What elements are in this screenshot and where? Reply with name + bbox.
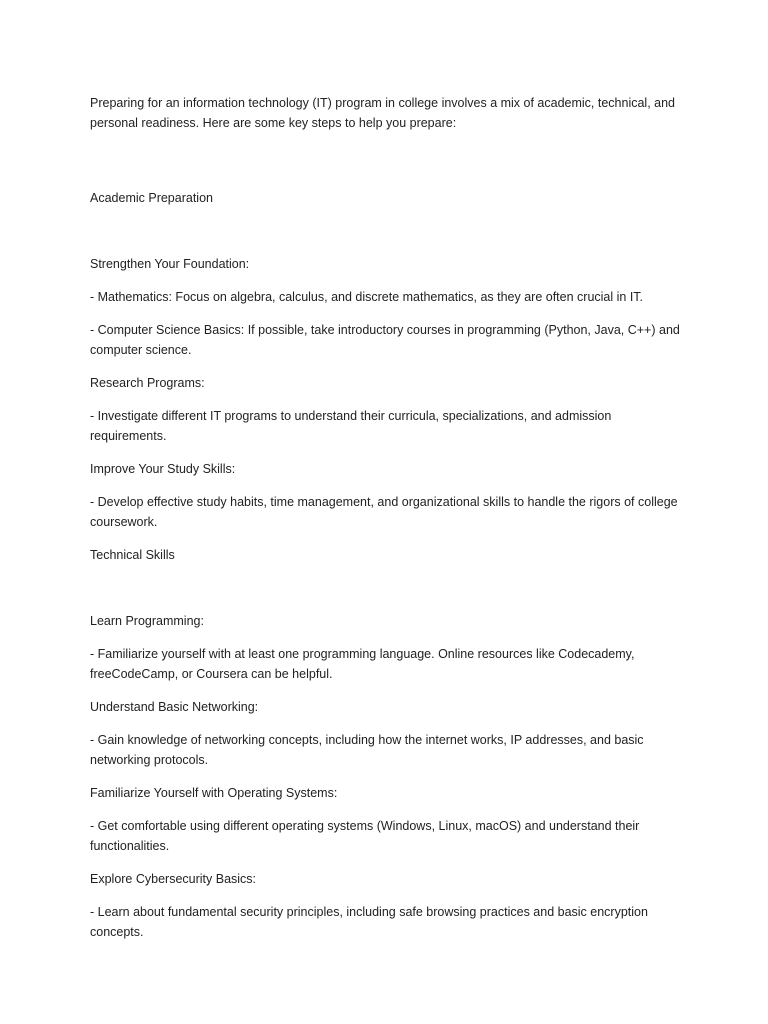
subheading-research-programs: Research Programs:: [90, 376, 205, 390]
subheading-improve-study-skills: Improve Your Study Skills:: [90, 462, 236, 476]
list-item-security-principles: - Learn about fundamental security principles, including safe browsing practices and basic encryption concepts.: [90, 905, 648, 939]
list-item-computer-science-basics: - Computer Science Basics: If possible, take introductory courses in programming (Python, Java, C++) and computer science.: [90, 323, 680, 357]
list-item-operating-systems: - Get comfortable using different operating systems (Windows, Linux, macOS) and understand their functionalities.: [90, 819, 640, 853]
list-item-study-habits: - Develop effective study habits, time management, and organizational skills to handle the rigors of college coursework.: [90, 495, 678, 529]
list-item-networking-concepts: - Gain knowledge of networking concepts, including how the internet works, IP addresses, and basic networking protocols.: [90, 733, 644, 767]
section-heading-technical-skills: Technical Skills: [90, 548, 175, 562]
document-body: [90, 93, 690, 955]
subheading-operating-systems: Familiarize Yourself with Operating Systems:: [90, 786, 338, 800]
subheading-cybersecurity-basics: Explore Cybersecurity Basics:: [90, 872, 257, 886]
list-item-programming-language: - Familiarize yourself with at least one programming language. Online resources like Codecademy, freeCodeCamp, or Coursera can be helpful.: [90, 647, 635, 681]
list-item-investigate-programs: - Investigate different IT programs to understand their curricula, specializations, and admission requirements.: [90, 409, 612, 443]
list-item-mathematics: - Mathematics: Focus on algebra, calculus, and discrete mathematics, as they are often crucial in IT.: [90, 290, 644, 304]
subheading-learn-programming: Learn Programming:: [90, 614, 204, 628]
section-heading-academic-preparation: Academic Preparation: [90, 191, 213, 205]
intro-paragraph: Preparing for an information technology (IT) program in college involves a mix of academic, technical, and personal readiness. Here are some key steps to help you prepare:: [90, 96, 676, 130]
subheading-basic-networking: Understand Basic Networking:: [90, 700, 259, 714]
subheading-strengthen-foundation: Strengthen Your Foundation:: [90, 257, 250, 271]
